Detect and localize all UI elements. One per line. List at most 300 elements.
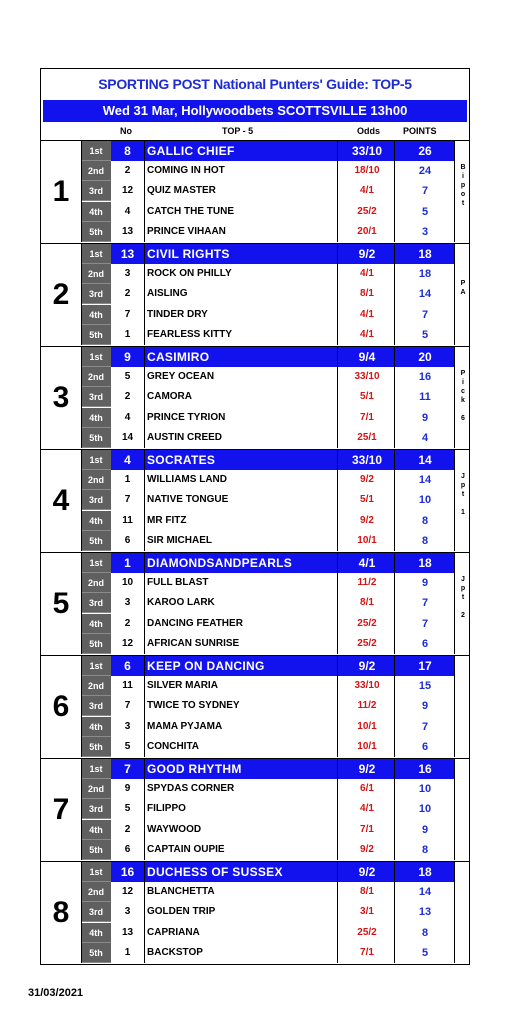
finish-position: 2nd (81, 573, 111, 593)
runner-cells (111, 593, 455, 613)
runner-cells (111, 656, 455, 676)
bet-type-letter: P (460, 370, 466, 377)
column-divider (394, 450, 395, 551)
runner-odds: 5/1 (360, 494, 374, 506)
column-divider (454, 759, 455, 860)
runner-cells (111, 181, 455, 201)
finish-position: 3rd (81, 490, 111, 510)
runner-odds: 25/2 (357, 926, 377, 938)
finish-position: 5th (81, 325, 111, 345)
runner-cells (111, 717, 455, 737)
runner-odds: 8/1 (360, 288, 374, 300)
runner-odds: 7/1 (360, 946, 374, 958)
horse-name: CATCH THE TUNE (147, 205, 235, 217)
runner-points: 7 (421, 308, 429, 321)
runner-row (81, 264, 455, 284)
runner-row (81, 202, 455, 222)
runner-number: 2 (124, 165, 131, 177)
runner-cells (111, 161, 455, 181)
race-number: 8 (52, 895, 70, 929)
runner-points: 10 (418, 494, 432, 507)
horse-name: GOOD RHYTHM (147, 762, 242, 776)
runner-odds: 9/2 (358, 865, 376, 879)
runner-points: 14 (418, 453, 432, 467)
horse-name: MR FITZ (147, 514, 187, 526)
runner-number: 14 (121, 431, 134, 443)
runner-odds: 4/1 (358, 556, 376, 570)
race-block (41, 552, 469, 655)
runner-cells (111, 779, 455, 799)
horse-name: CAMORA (147, 391, 192, 403)
runner-row (81, 799, 455, 819)
finish-position: 5th (81, 634, 111, 654)
runner-odds: 8/1 (360, 886, 374, 898)
finish-position: 5th (81, 531, 111, 551)
runner-cells (111, 511, 455, 531)
runner-row (81, 656, 455, 676)
runner-number: 10 (121, 577, 134, 589)
column-divider (81, 244, 82, 345)
runner-odds: 4/1 (360, 308, 374, 320)
horse-name: GREY OCEAN (147, 371, 215, 383)
runner-points: 17 (418, 659, 432, 673)
runner-number: 3 (124, 720, 131, 732)
bet-type-label (455, 472, 471, 517)
punters-guide-sheet (40, 68, 470, 965)
horse-name: NATIVE TONGUE (147, 494, 229, 506)
horse-name: GOLDEN TRIP (147, 906, 216, 918)
bet-type-letter: c (461, 388, 465, 395)
runner-number: 1 (124, 946, 131, 958)
runner-cells (111, 141, 455, 161)
finish-position: 1st (81, 450, 111, 470)
runner-points: 7 (421, 597, 429, 610)
column-divider (81, 656, 82, 757)
runner-row (81, 161, 455, 181)
runner-cells (111, 737, 455, 757)
column-divider (144, 244, 145, 345)
col-points-header: POINTS (403, 126, 437, 136)
bet-type-letter: 1 (461, 509, 465, 516)
finish-position: 4th (81, 305, 111, 325)
finish-position: 1st (81, 656, 111, 676)
runner-points: 9 (421, 823, 429, 836)
runner-number: 9 (124, 350, 131, 364)
runner-row (81, 181, 455, 201)
runner-row (81, 902, 455, 922)
finish-position: 5th (81, 737, 111, 757)
runner-row (81, 428, 455, 448)
finish-position: 4th (81, 923, 111, 943)
finish-position: 2nd (81, 470, 111, 490)
horse-name: AISLING (147, 288, 188, 300)
column-divider (337, 759, 338, 860)
runner-points: 16 (418, 762, 432, 776)
runner-row (81, 553, 455, 573)
horse-name: CAPTAIN OUPIE (147, 843, 225, 855)
runner-cells (111, 428, 455, 448)
finish-position: 1st (81, 347, 111, 367)
runner-odds: 33/10 (354, 371, 380, 383)
runner-cells (111, 490, 455, 510)
finish-position: 4th (81, 408, 111, 428)
bet-type-letter (455, 602, 471, 611)
runner-points: 14 (418, 886, 432, 899)
finish-position: 4th (81, 820, 111, 840)
runner-points: 5 (421, 328, 429, 341)
runner-row (81, 470, 455, 490)
finish-position: 3rd (81, 902, 111, 922)
column-divider (394, 759, 395, 860)
runner-row (81, 305, 455, 325)
horse-name: AFRICAN SUNRISE (147, 637, 240, 649)
runner-row (81, 222, 455, 242)
horse-name: FULL BLAST (147, 577, 209, 589)
column-divider (454, 656, 455, 757)
runner-points: 15 (418, 680, 432, 693)
horse-name: WAYWOOD (147, 823, 202, 835)
column-divider (337, 141, 338, 242)
runner-cells (111, 470, 455, 490)
runner-odds: 10/1 (357, 720, 377, 732)
race-block (41, 346, 469, 449)
runner-row (81, 882, 455, 902)
runner-odds: 33/10 (351, 453, 383, 467)
finish-position: 3rd (81, 593, 111, 613)
horse-name: KEEP ON DANCING (147, 659, 265, 673)
runner-odds: 4/1 (360, 803, 374, 815)
runner-number: 2 (124, 617, 131, 629)
runner-points: 24 (418, 165, 432, 178)
runner-points: 18 (418, 865, 432, 879)
runner-odds: 33/10 (354, 680, 380, 692)
column-divider (454, 862, 455, 963)
runner-odds: 4/1 (360, 328, 374, 340)
column-divider (144, 862, 145, 963)
horse-name: TWICE TO SYDNEY (147, 700, 240, 712)
runner-points: 7 (421, 720, 429, 733)
horse-name: DUCHESS OF SUSSEX (147, 865, 283, 879)
runner-points: 26 (418, 144, 432, 158)
horse-name: TINDER DRY (147, 308, 208, 320)
bet-type-letter (455, 405, 471, 414)
finish-position: 3rd (81, 284, 111, 304)
runner-number: 12 (121, 637, 134, 649)
runner-number: 6 (124, 843, 131, 855)
horse-name: SIR MICHAEL (147, 534, 212, 546)
column-divider (337, 450, 338, 551)
finish-position: 5th (81, 943, 111, 963)
runner-row (81, 367, 455, 387)
runner-odds: 5/1 (360, 391, 374, 403)
runner-number: 2 (124, 823, 131, 835)
runner-odds: 25/1 (357, 431, 377, 443)
runner-number: 12 (121, 886, 134, 898)
runner-number: 16 (120, 865, 135, 879)
runner-row (81, 531, 455, 551)
finish-position: 5th (81, 840, 111, 860)
finish-position: 1st (81, 862, 111, 882)
column-divider (394, 347, 395, 448)
runner-odds: 8/1 (360, 597, 374, 609)
horse-name: COMING IN HOT (147, 165, 225, 177)
runner-odds: 9/2 (358, 762, 376, 776)
runner-points: 18 (418, 556, 432, 570)
runner-row (81, 759, 455, 779)
runner-points: 8 (421, 843, 429, 856)
runner-row (81, 943, 455, 963)
runner-points: 5 (421, 205, 429, 218)
race-block (41, 758, 469, 861)
runner-number: 2 (124, 391, 131, 403)
bet-type-letter: B (460, 164, 466, 171)
column-divider (144, 553, 145, 654)
bet-type-label (455, 163, 471, 208)
runner-points: 16 (418, 371, 432, 384)
runner-number: 8 (124, 144, 131, 158)
runner-points: 18 (418, 268, 432, 281)
runner-odds: 11/2 (357, 700, 377, 712)
runner-number: 1 (124, 328, 131, 340)
col-top5-header: TOP - 5 (222, 126, 254, 136)
bet-type-letter: p (460, 182, 466, 189)
runner-number: 6 (124, 659, 131, 673)
horse-name: CONCHITA (147, 740, 200, 752)
runner-points: 9 (421, 700, 429, 713)
runner-row (81, 779, 455, 799)
runner-number: 5 (124, 740, 131, 752)
race-number: 3 (52, 380, 70, 414)
runner-number: 13 (121, 225, 134, 237)
horse-name: AUSTIN CREED (147, 431, 223, 443)
runner-odds: 9/4 (358, 350, 376, 364)
column-divider (394, 553, 395, 654)
bet-type-letter: i (462, 379, 464, 386)
column-divider (81, 759, 82, 860)
runner-cells (111, 325, 455, 345)
runner-odds: 20/1 (357, 225, 377, 237)
column-divider (81, 450, 82, 551)
runner-cells (111, 882, 455, 902)
runner-number: 7 (124, 308, 131, 320)
runner-number: 3 (124, 268, 131, 280)
runner-row (81, 820, 455, 840)
column-divider (337, 553, 338, 654)
finish-position: 3rd (81, 696, 111, 716)
runner-number: 7 (124, 700, 131, 712)
runner-number: 7 (124, 762, 131, 776)
runner-points: 10 (418, 803, 432, 816)
col-no-header: No (120, 126, 132, 136)
runner-odds: 10/1 (357, 534, 377, 546)
runner-cells (111, 902, 455, 922)
runner-odds: 25/2 (357, 637, 377, 649)
runner-points: 8 (421, 514, 429, 527)
runner-row (81, 923, 455, 943)
runner-cells (111, 284, 455, 304)
column-divider (81, 141, 82, 242)
runner-number: 1 (124, 474, 131, 486)
runner-row (81, 737, 455, 757)
finish-position: 3rd (81, 799, 111, 819)
runner-points: 20 (418, 350, 432, 364)
finish-position: 4th (81, 202, 111, 222)
bet-type-letter: P (460, 280, 466, 287)
runner-row (81, 840, 455, 860)
race-number: 6 (52, 689, 70, 723)
runner-points: 11 (419, 391, 431, 404)
runner-odds: 25/2 (357, 205, 377, 217)
race-number: 2 (52, 277, 70, 311)
finish-position: 3rd (81, 181, 111, 201)
race-number: 1 (52, 174, 70, 208)
horse-name: PRINCE VIHAAN (147, 225, 226, 237)
horse-name: CASIMIRO (147, 350, 210, 364)
runner-number: 1 (124, 556, 131, 570)
runner-points: 10 (418, 783, 432, 796)
column-divider (337, 244, 338, 345)
column-divider (144, 141, 145, 242)
finish-position: 1st (81, 553, 111, 573)
runner-row (81, 511, 455, 531)
bet-type-letter: t (461, 491, 465, 498)
runner-points: 8 (421, 926, 429, 939)
runner-number: 13 (121, 926, 134, 938)
runner-number: 3 (124, 597, 131, 609)
runner-points: 5 (421, 946, 429, 959)
runner-row (81, 284, 455, 304)
race-number: 4 (52, 483, 70, 517)
runner-cells (111, 531, 455, 551)
runner-odds: 6/1 (360, 783, 374, 795)
column-divider (394, 656, 395, 757)
column-divider (337, 347, 338, 448)
runner-number: 4 (124, 411, 131, 423)
horse-name: ROCK ON PHILLY (147, 268, 232, 280)
runner-cells (111, 305, 455, 325)
runner-row (81, 490, 455, 510)
finish-position: 1st (81, 759, 111, 779)
horse-name: SPYDAS CORNER (147, 783, 235, 795)
runner-odds: 9/2 (358, 247, 376, 261)
race-block (41, 243, 469, 346)
runner-row (81, 676, 455, 696)
race-block (41, 449, 469, 552)
finish-position: 1st (81, 244, 111, 264)
runner-row (81, 347, 455, 367)
horse-name: WILLIAMS LAND (147, 474, 227, 486)
runner-odds: 7/1 (360, 411, 374, 423)
runner-cells (111, 367, 455, 387)
column-divider (394, 862, 395, 963)
race-number: 5 (52, 586, 70, 620)
bet-type-letter: 6 (461, 415, 465, 422)
column-header-row (41, 122, 469, 140)
bet-type-label (455, 279, 471, 297)
runner-odds: 4/1 (360, 268, 374, 280)
bet-type-letter: J (461, 576, 465, 583)
runner-number: 11 (122, 514, 133, 526)
runner-cells (111, 923, 455, 943)
races-container (41, 140, 469, 964)
column-divider (394, 244, 395, 345)
finish-position: 2nd (81, 161, 111, 181)
horse-name: CIVIL RIGHTS (147, 247, 230, 261)
bet-type-label (455, 575, 471, 620)
bet-type-letter: p (460, 585, 466, 592)
race-meeting-subtitle: Wed 31 Mar, Hollywoodbets SCOTTSVILLE 13h00 (43, 100, 467, 122)
runner-odds: 11/2 (357, 577, 377, 589)
bet-type-letter (455, 499, 471, 508)
runner-cells (111, 759, 455, 779)
bet-type-label (455, 369, 471, 423)
horse-name: MAMA PYJAMA (147, 720, 223, 732)
horse-name: PRINCE TYRION (147, 411, 226, 423)
bet-type-letter: J (461, 473, 465, 480)
runner-cells (111, 634, 455, 654)
runner-odds: 9/2 (360, 474, 374, 486)
runner-row (81, 408, 455, 428)
finish-position: 5th (81, 222, 111, 242)
runner-cells (111, 799, 455, 819)
runner-cells (111, 222, 455, 242)
horse-name: SOCRATES (147, 453, 216, 467)
bet-type-letter: t (461, 594, 465, 601)
runner-points: 8 (421, 534, 429, 547)
runner-number: 11 (122, 680, 133, 692)
horse-name: CAPRIANA (147, 926, 200, 938)
runner-cells (111, 264, 455, 284)
runner-odds: 9/2 (358, 659, 376, 673)
bet-type-letter: p (460, 482, 466, 489)
col-odds-header: Odds (357, 126, 381, 136)
runner-number: 2 (124, 288, 131, 300)
runner-odds: 25/2 (357, 617, 377, 629)
runner-row (81, 634, 455, 654)
runner-odds: 7/1 (360, 823, 374, 835)
bet-type-letter: 2 (461, 612, 465, 619)
runner-points: 9 (421, 577, 429, 590)
finish-position: 4th (81, 717, 111, 737)
runner-row (81, 614, 455, 634)
runner-row (81, 573, 455, 593)
race-block (41, 140, 469, 243)
runner-row (81, 696, 455, 716)
runner-points: 7 (421, 185, 429, 198)
race-block (41, 655, 469, 758)
horse-name: QUIZ MASTER (147, 185, 216, 197)
horse-name: KAROO LARK (147, 597, 215, 609)
runner-odds: 9/2 (360, 843, 374, 855)
runner-cells (111, 450, 455, 470)
finish-position: 2nd (81, 882, 111, 902)
finish-position: 1st (81, 141, 111, 161)
runner-cells (111, 614, 455, 634)
bet-type-letter: o (460, 191, 466, 198)
column-divider (144, 347, 145, 448)
runner-cells (111, 408, 455, 428)
race-block (41, 861, 469, 964)
runner-row (81, 862, 455, 882)
bet-type-letter: i (462, 173, 464, 180)
runner-points: 18 (418, 247, 432, 261)
runner-number: 5 (124, 371, 131, 383)
horse-name: DANCING FEATHER (147, 617, 243, 629)
runner-cells (111, 244, 455, 264)
runner-odds: 33/10 (351, 144, 383, 158)
finish-position: 2nd (81, 779, 111, 799)
horse-name: DIAMONDSANDPEARLS (147, 556, 293, 570)
